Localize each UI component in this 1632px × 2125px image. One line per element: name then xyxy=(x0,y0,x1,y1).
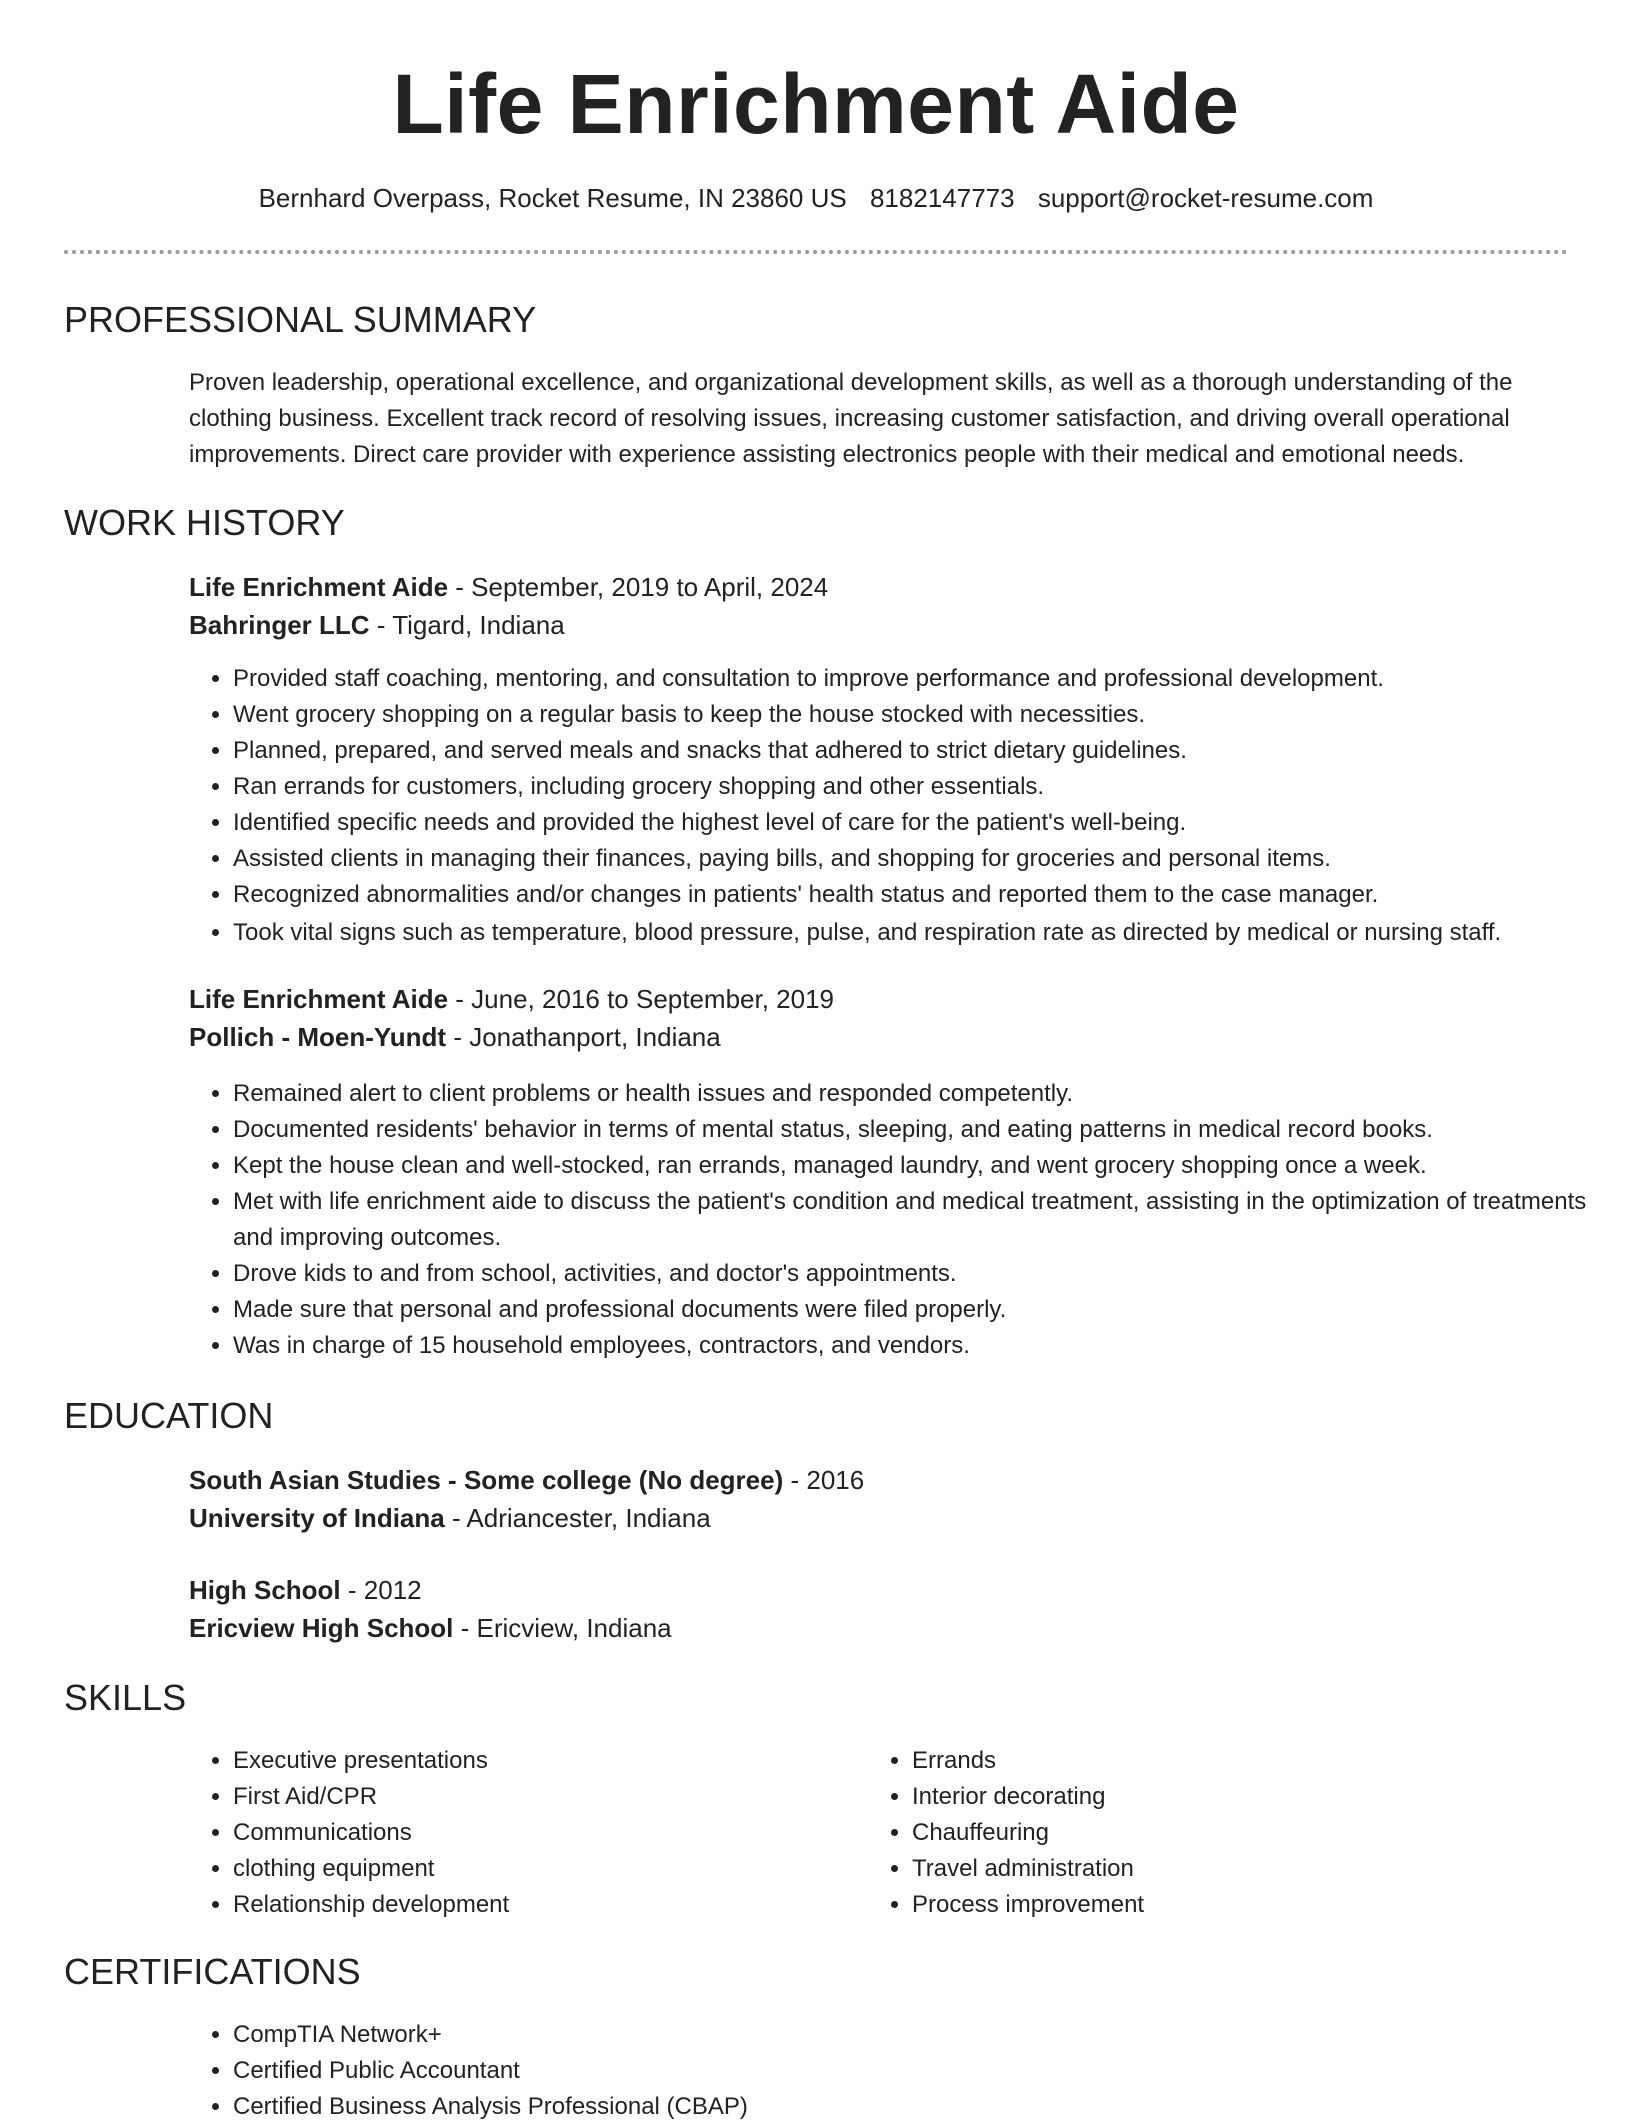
list-item: • Assisted clients in managing their finances, paying bills, and shopping for groceries and personal items. xyxy=(233,841,1613,877)
education-2-school: Ericview High School xyxy=(189,1613,454,1643)
education-2-school-line xyxy=(189,1609,1569,1647)
job-2-header xyxy=(189,980,1569,1056)
list-item: • Planned, prepared, and served meals and snacks that adhered to strict dietary guidelines. xyxy=(233,733,1613,769)
education-2-degree: High School xyxy=(189,1575,341,1605)
list-item: • Recognized abnormalities and/or changes in patients' health status and reported them to the case manager. xyxy=(233,877,1613,913)
header-divider xyxy=(64,250,1568,254)
list-item: • Errands xyxy=(912,1743,1552,1779)
job-2-title: Life Enrichment Aide xyxy=(189,984,449,1014)
list-item: • Certified Business Analysis Professional (CBAP) xyxy=(233,2089,1613,2125)
certifications-list xyxy=(189,2017,1613,2125)
list-item: • Was in charge of 15 household employees, contractors, and vendors. xyxy=(233,1328,1613,1364)
skills-list-right xyxy=(868,1743,1552,1923)
list-item: • Made sure that personal and professional documents were filed properly. xyxy=(233,1292,1613,1328)
list-item: • Documented residents' behavior in terms of mental status, sleeping, and eating patterns in medical record books. xyxy=(233,1112,1613,1148)
job-1-dates: - September, 2019 to April, 2024 xyxy=(448,572,829,602)
job-2-title-line xyxy=(189,980,1569,1018)
job-2-duties xyxy=(189,1076,1613,1364)
job-1-duties xyxy=(189,661,1613,951)
list-item: • Took vital signs such as temperature, blood pressure, pulse, and respiration rate as directed by medical or nursing staff. xyxy=(233,915,1613,951)
contact-address: Bernhard Overpass, Rocket Resume, IN 23860 US xyxy=(258,183,847,213)
list-item: • Process improvement xyxy=(912,1887,1552,1923)
list-item: • Executive presentations xyxy=(233,1743,873,1779)
list-item: • Certified Public Accountant xyxy=(233,2053,1613,2089)
education-1-degree: South Asian Studies - Some college (No degree) xyxy=(189,1465,784,1495)
education-1-degree-line xyxy=(189,1461,1569,1499)
education-1-location: - Adriancester, Indiana xyxy=(444,1503,711,1533)
job-2-dates: - June, 2016 to September, 2019 xyxy=(448,984,835,1014)
list-item: • Travel administration xyxy=(912,1851,1552,1887)
list-item: • clothing equipment xyxy=(233,1851,873,1887)
certifications-heading: CERTIFICATIONS xyxy=(64,1951,361,1992)
list-item: • Drove kids to and from school, activities, and doctor's appointments. xyxy=(233,1256,1613,1292)
education-1-school-line xyxy=(189,1499,1569,1537)
job-1-location: - Tigard, Indiana xyxy=(369,610,565,640)
contact-phone: 8182147773 xyxy=(869,183,1015,213)
work-history-heading: WORK HISTORY xyxy=(64,502,345,543)
education-1-school: University of Indiana xyxy=(189,1503,445,1533)
education-1 xyxy=(189,1461,1569,1537)
list-item: • Chauffeuring xyxy=(912,1815,1552,1851)
summary-text: Proven leadership, operational excellence, and organizational development skills, as well as a thorough understanding of the clothing business. Excellent track record of resolving issues, increasing customer satisfaction, and driving overall operational improvements. Direct care provider with experience assisting electronics people with their medical and emotional needs. xyxy=(189,369,1513,468)
skills-list-left xyxy=(189,1743,873,1923)
list-item: • Interior decorating xyxy=(912,1779,1552,1815)
summary-heading: PROFESSIONAL SUMMARY xyxy=(64,299,537,340)
list-item: • Went grocery shopping on a regular basis to keep the house stocked with necessities. xyxy=(233,697,1613,733)
education-1-year: - 2016 xyxy=(783,1465,865,1495)
job-1-company: Bahringer LLC xyxy=(189,610,370,640)
list-item: • CompTIA Network+ xyxy=(233,2017,1613,2053)
resume-name: Life Enrichment Aide xyxy=(392,57,1240,151)
job-1-header xyxy=(189,568,1569,644)
list-item: • Met with life enrichment aide to discuss the patient's condition and medical treatment, assisting in the optimization of treatments and improving outcomes. xyxy=(233,1184,1613,1256)
education-2 xyxy=(189,1571,1569,1647)
contact-email: support@rocket-resume.com xyxy=(1037,183,1374,213)
list-item: • Kept the house clean and well-stocked, ran errands, managed laundry, and went grocery shopping once a week. xyxy=(233,1148,1613,1184)
job-2-company-line xyxy=(189,1018,1569,1056)
list-item: • Identified specific needs and provided the highest level of care for the patient's well-being. xyxy=(233,805,1613,841)
contact-info xyxy=(0,181,1632,215)
education-2-location: - Ericview, Indiana xyxy=(453,1613,672,1643)
list-item: • First Aid/CPR xyxy=(233,1779,873,1815)
job-2-location: - Jonathanport, Indiana xyxy=(446,1022,721,1052)
job-1-title-line xyxy=(189,568,1569,606)
list-item: • Ran errands for customers, including grocery shopping and other essentials. xyxy=(233,769,1613,805)
skills-heading: SKILLS xyxy=(64,1677,187,1718)
job-1-company-line xyxy=(189,606,1569,644)
list-item: • Relationship development xyxy=(233,1887,873,1923)
job-1-title: Life Enrichment Aide xyxy=(189,572,449,602)
list-item: • Provided staff coaching, mentoring, and consultation to improve performance and professional development. xyxy=(233,661,1613,697)
education-heading: EDUCATION xyxy=(64,1395,274,1436)
education-2-degree-line xyxy=(189,1571,1569,1609)
list-item: • Communications xyxy=(233,1815,873,1851)
list-item: • Remained alert to client problems or health issues and responded competently. xyxy=(233,1076,1613,1112)
job-2-company: Pollich - Moen-Yundt xyxy=(189,1022,447,1052)
education-2-year: - 2012 xyxy=(340,1575,422,1605)
